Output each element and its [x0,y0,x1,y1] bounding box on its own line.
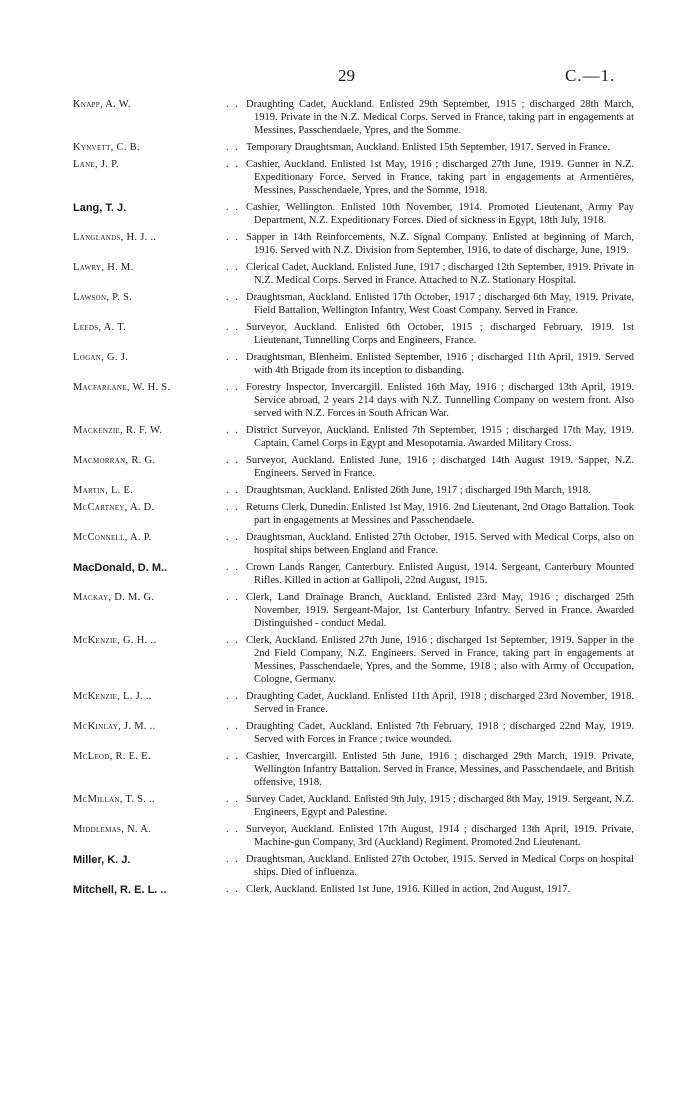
list-item [0,381,700,420]
entry-description: Draughtsman, Auckland. Enlisted 27th October, 1915. Served in Medical Corps on hospital ships. Died of influenza. [246,854,634,878]
entry-description: Clerk, Auckland. Enlisted 27th June, 1916 ; discharged 1st September, 1919. Sapper in the 2nd Field Company, N.Z. Engineers. Served in France, taking part in engagements at Messines, Passchendaele, Ypres, and the Somme, 1918 ; also with Army of Occupation, Cologne, Germany. [246,635,634,685]
entry-leader: . . [226,721,240,732]
list-item [0,793,700,819]
list-item [0,424,700,450]
entry-leader: . . [226,232,240,243]
entry-description: Draughtsman, Auckland. Enlisted 27th October, 1915. Served with Medical Corps, also on hospital ships between England and France. [246,532,634,556]
list-item [0,591,700,630]
entry-leader: . . [226,485,240,496]
entry-name: Lang, T. J. [73,202,127,214]
entry-leader: . . [226,322,240,333]
entry-description: Temporary Draughtsman, Auckland. Enlisted 15th September, 1917. Served in France. [246,142,610,153]
entry-name: McConnell, A. P. [73,532,152,543]
list-item [0,158,700,197]
entry-name: Langlands, H. J. .. [73,232,157,243]
roll-of-honour-list [0,98,700,900]
entry-name: Miller, K. J. [73,854,131,866]
entry-description: District Surveyor, Auckland. Enlisted 7th September, 1915 ; discharged 17th May, 1919. Captain, Camel Corps in Egypt and Mesopotamia. Awarded Military Cross. [246,425,634,449]
list-item [0,351,700,377]
entry-leader: . . [226,142,240,153]
entry-description: Draughtsman, Blenheim. Enlisted September, 1916 ; discharged 11th April, 1919. Served with 4th Brigade from its inception to disbanding. [246,352,634,376]
entry-leader: . . [226,202,240,213]
list-item [0,141,700,154]
entry-name: Logan, G. J. [73,352,129,363]
list-item [0,454,700,480]
entry-leader: . . [226,352,240,363]
entry-leader: . . [226,502,240,513]
entry-leader: . . [226,751,240,762]
entry-name: Lane, J. P. [73,159,119,170]
entry-leader: . . [226,99,240,110]
list-item [0,823,700,849]
entry-leader: . . [226,455,240,466]
entry-name: Mitchell, R. E. L. .. [73,884,167,896]
entry-description: Clerk, Auckland. Enlisted 1st June, 1916. Killed in action, 2nd August, 1917. [246,884,571,895]
entry-name: Kynvett, C. B. [73,142,140,153]
list-item [0,634,700,686]
list-item [0,853,700,879]
entry-leader: . . [226,425,240,436]
list-item [0,201,700,227]
entry-description: Cashier, Invercargill. Enlisted 5th June, 1916 ; discharged 29th March, 1919. Private, Wellington Infantry Battalion. Served in France, Messines, and Passchendaele, and British offensive, 1918. [246,751,634,788]
entry-name: Lawson, P. S. [73,292,133,303]
entry-name: Middlemas, N. A. [73,824,152,835]
entry-leader: . . [226,382,240,393]
entry-name: McKenzie, G. H. .. [73,635,157,646]
page-header [0,66,700,88]
entry-name: Mackenzie, R. F. W. [73,425,163,436]
list-item [0,261,700,287]
entry-leader: . . [226,292,240,303]
list-item [0,720,700,746]
entry-name: Knapp, A. W. [73,99,131,110]
entry-description: Sapper in 14th Reinforcements, N.Z. Signal Company. Enlisted at beginning of March, 1916. Served with N.Z. Division from September, 1916, to date of discharge, June, 1919. [246,232,634,256]
entry-name: Lawry, H. M. [73,262,134,273]
entry-leader: . . [226,794,240,805]
list-item [0,501,700,527]
entry-description: Crown Lands Ranger, Canterbury. Enlisted August, 1914. Sergeant, Canterbury Mounted Rifles. Killed in action at Gallipoli, 22nd August, 1915. [246,562,634,586]
entry-description: Survey Cadet, Auckland. Enlisted 9th July, 1915 ; discharged 8th May, 1919. Sergeant, N.Z. Engineers, Egypt and Palestine. [246,794,634,818]
list-item [0,690,700,716]
entry-description: Returns Clerk, Dunedin. Enlisted 1st May, 1916. 2nd Lieutenant, 2nd Otago Battalion. Took part in engagements at Messines and Passchendaele. [246,502,634,526]
entry-leader: . . [226,884,240,895]
entry-name: McCartney, A. D. [73,502,155,513]
entry-leader: . . [226,691,240,702]
list-item [0,98,700,137]
entry-name: McKenzie, L. J. .. [73,691,152,702]
page-number: 29 [338,66,355,85]
entry-description: Cashier, Wellington. Enlisted 10th November, 1914. Promoted Lieutenant, Army Pay Department, N.Z. Expeditionary Forces. Died of sickness in Egypt, 18th July, 1918. [246,202,634,226]
parliamentary-paper-reference: C.—1. [565,66,616,85]
list-item [0,484,700,497]
entry-leader: . . [226,159,240,170]
entry-leader: . . [226,854,240,865]
list-item [0,291,700,317]
entry-leader: . . [226,824,240,835]
entry-description: Forestry Inspector, Invercargill. Enlisted 16th May, 1916 ; discharged 13th April, 1919. Service abroad, 2 years 214 days with N.Z. Tunnelling Company on western front. Also served with N.Z. Forces in South African War. [246,382,634,419]
list-item [0,883,700,896]
entry-description: Draughting Cadet, Auckland. Enlisted 7th February, 1918 ; discharged 22nd May, 1919. Served with Forces in France ; twice wounded. [246,721,634,745]
entry-leader: . . [226,532,240,543]
list-item [0,750,700,789]
entry-name: MacDonald, D. M.. [73,562,168,574]
entry-description: Draughtsman, Auckland. Enlisted 17th October, 1917 ; discharged 6th May, 1919. Private, Field Battalion, Wellington Infantry, West Coast Company. Served in France. [246,292,634,316]
entry-name: Leeds, A. T. [73,322,127,333]
entry-name: McMillan, T. S. .. [73,794,156,805]
entry-description: Clerk, Land Drainage Branch, Auckland. Enlisted 23rd May, 1916 ; discharged 25th November, 1919. Sergeant-Major, 1st Canterbury Infantry. Served in France. Awarded Distinguished - conduct Medal. [246,592,634,629]
list-item [0,531,700,557]
entry-leader: . . [226,562,240,573]
entry-name: Macmorran, R. G. [73,455,156,466]
entry-description: Surveyor, Auckland. Enlisted 17th August, 1914 ; discharged 13th April, 1919. Private, Machine-gun Company, 3rd (Auckland) Regiment. Promoted 2nd Lieutenant. [246,824,634,848]
list-item [0,321,700,347]
entry-leader: . . [226,635,240,646]
entry-leader: . . [226,592,240,603]
entry-name: Mackay, D. M. G. [73,592,155,603]
entry-description: Draughting Cadet, Auckland. Enlisted 11th April, 1918 ; discharged 23rd November, 1918. Served in France. [246,691,634,715]
entry-name: Macfarlane, W. H. S. [73,382,171,393]
list-item [0,231,700,257]
entry-description: Draughtsman, Auckland. Enlisted 26th June, 1917 ; discharged 19th March, 1918. [246,485,591,496]
entry-name: Martin, L. E. [73,485,134,496]
entry-description: Cashier, Auckland. Enlisted 1st May, 1916 ; discharged 27th June, 1919. Gunner in N.Z. Expeditionary Force. Served in France, taking part in engagements at Armentières, Messines, Passchendaele, Ypres, and the Somme, 1918. [246,159,634,196]
entry-description: Surveyor, Auckland. Enlisted 6th October, 1915 ; discharged February, 1919. 1st Lieutenant, Tunnelling Corps and Engineers, France. [246,322,634,346]
entry-leader: . . [226,262,240,273]
entry-name: McKinlay, J. M. .. [73,721,156,732]
entry-description: Clerical Cadet, Auckland. Enlisted June, 1917 ; discharged 12th September, 1919. Private in N.Z. Medical Corps. Served in France. Attached to N.Z. Stationary Hospital. [246,262,634,286]
entry-description: Draughting Cadet, Auckland. Enlisted 29th September, 1915 ; discharged 28th March, 1919. Private in the N.Z. Medical Corps. Served in France, taking part in engagements at Messines, Passchendaele, Ypres, and the Somme. [246,99,634,136]
list-item [0,561,700,587]
entry-description: Surveyor, Auckland. Enlisted June, 1916 ; discharged 14th August 1919. Sapper, N.Z. Engineers. Served in France. [246,455,634,479]
entry-name: McLeod, R. E. E. [73,751,151,762]
